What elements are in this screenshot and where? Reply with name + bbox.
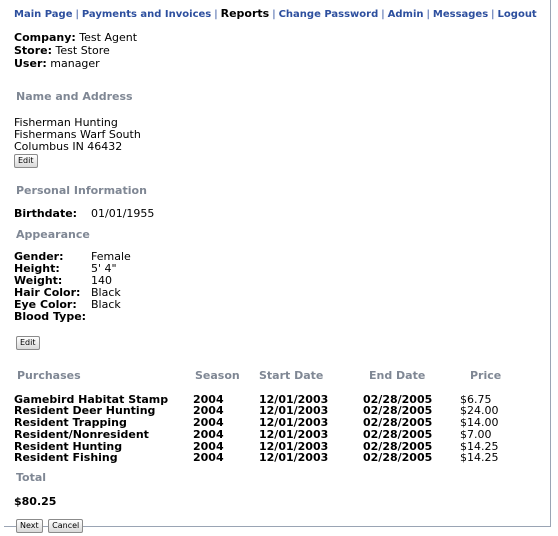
purchase-end-date: 02/28/2005: [363, 427, 433, 441]
birthdate-value: 01/01/1955: [91, 207, 155, 220]
blood-type-value: [91, 311, 544, 323]
end-date-header: End Date: [369, 369, 426, 382]
nav-logout[interactable]: Logout: [497, 9, 537, 20]
user-value: manager: [50, 57, 100, 70]
purchase-start-date: 12/01/2003: [259, 404, 329, 418]
purchase-price: $14.25: [460, 439, 499, 453]
purchase-item-name: Resident Hunting: [14, 439, 123, 453]
purchase-price: $24.00: [460, 404, 499, 418]
store-row: [14, 44, 544, 57]
appearance-title: Appearance: [16, 228, 90, 241]
nav-main-page[interactable]: Main Page: [14, 9, 73, 20]
purchases-header-row: [14, 370, 544, 382]
purchases-header: Purchases: [17, 369, 81, 382]
hair-color-value: Black: [91, 286, 121, 299]
nav-payments-invoices[interactable]: Payments and Invoices: [81, 9, 212, 20]
purchase-end-date: 02/28/2005: [363, 451, 433, 465]
purchase-price: $7.00: [460, 427, 492, 441]
height-value: 5' 4": [91, 262, 117, 275]
purchase-start-date: 12/01/2003: [259, 427, 329, 441]
nav-separator: |: [214, 9, 218, 20]
name-address-title: Name and Address: [16, 90, 133, 103]
nav-separator: |: [381, 9, 385, 20]
appearance-fields: [14, 251, 544, 323]
edit-address-button[interactable]: Edit: [14, 154, 38, 168]
total-title: Total: [16, 470, 47, 484]
nav-admin[interactable]: Admin: [387, 9, 424, 20]
purchase-start-date: 12/01/2003: [259, 416, 329, 430]
purchase-item-name: Resident Fishing: [14, 451, 118, 465]
purchase-item-name: Gamebird Habitat Stamp: [14, 392, 169, 406]
personal-info-title: Personal Information: [16, 184, 147, 197]
address-line: Fisherman Hunting: [14, 116, 118, 129]
purchase-row: [14, 429, 544, 441]
gender-label: Gender:: [14, 250, 64, 263]
purchase-start-date: 12/01/2003: [259, 451, 329, 465]
user-label: User:: [14, 57, 47, 70]
cancel-button[interactable]: Cancel: [48, 519, 83, 533]
purchase-season: 2004: [193, 404, 224, 418]
purchase-end-date: 02/28/2005: [363, 416, 433, 430]
address-block: [14, 117, 544, 153]
purchase-season: 2004: [193, 439, 224, 453]
purchase-start-date: 12/01/2003: [259, 439, 329, 453]
purchase-row: [14, 452, 544, 464]
purchases-table: [14, 370, 544, 464]
purchase-item-name: Resident Trapping: [14, 416, 127, 430]
weight-label: Weight:: [14, 274, 63, 287]
birthdate-label: Birthdate:: [14, 207, 78, 220]
purchases-body: [14, 394, 544, 464]
edit-appearance-button[interactable]: Edit: [16, 336, 40, 350]
company-label: Company:: [14, 31, 76, 44]
nav-change-password[interactable]: Change Password: [278, 9, 379, 20]
top-nav: [14, 7, 544, 22]
season-header: Season: [195, 369, 240, 382]
form-actions: [16, 518, 544, 533]
gender-value: Female: [91, 250, 131, 263]
nav-separator: |: [491, 9, 495, 20]
purchase-item-name: Resident/Nonresident: [14, 427, 149, 441]
purchase-start-date: 12/01/2003: [259, 392, 329, 406]
address-line: Columbus IN 46432: [14, 140, 123, 153]
height-label: Height:: [14, 262, 60, 275]
purchase-season: 2004: [193, 427, 224, 441]
nav-separator: |: [426, 9, 430, 20]
page-content: [14, 7, 544, 533]
store-value: Test Store: [55, 44, 110, 57]
purchase-end-date: 02/28/2005: [363, 392, 433, 406]
company-row: [14, 31, 544, 44]
purchase-end-date: 02/28/2005: [363, 404, 433, 418]
purchase-end-date: 02/28/2005: [363, 439, 433, 453]
purchase-price: $6.75: [460, 392, 492, 406]
nav-separator: |: [75, 9, 79, 20]
hair-color-label: Hair Color:: [14, 286, 81, 299]
purchase-season: 2004: [193, 451, 224, 465]
store-label: Store:: [14, 44, 53, 57]
weight-value: 140: [91, 274, 112, 287]
purchase-season: 2004: [193, 416, 224, 430]
purchase-price: $14.25: [460, 451, 499, 465]
next-button[interactable]: Next: [16, 519, 43, 533]
birthdate-row: [14, 208, 544, 220]
purchase-price: $14.00: [460, 416, 499, 430]
blood-type-label: Blood Type:: [14, 310, 87, 323]
user-row: [14, 57, 544, 70]
company-value: Test Agent: [79, 31, 138, 44]
total-value: $80.25: [14, 494, 57, 508]
purchase-item-name: Resident Deer Hunting: [14, 404, 156, 418]
eye-color-label: Eye Color:: [14, 298, 77, 311]
price-header: Price: [470, 369, 502, 382]
session-context: [14, 31, 544, 70]
purchase-season: 2004: [193, 392, 224, 406]
eye-color-value: Black: [91, 298, 121, 311]
address-line: Fishermans Warf South: [14, 128, 141, 141]
nav-separator: |: [272, 9, 276, 20]
start-date-header: Start Date: [259, 369, 324, 382]
nav-reports-current: Reports: [220, 7, 270, 20]
nav-messages[interactable]: Messages: [432, 9, 489, 20]
